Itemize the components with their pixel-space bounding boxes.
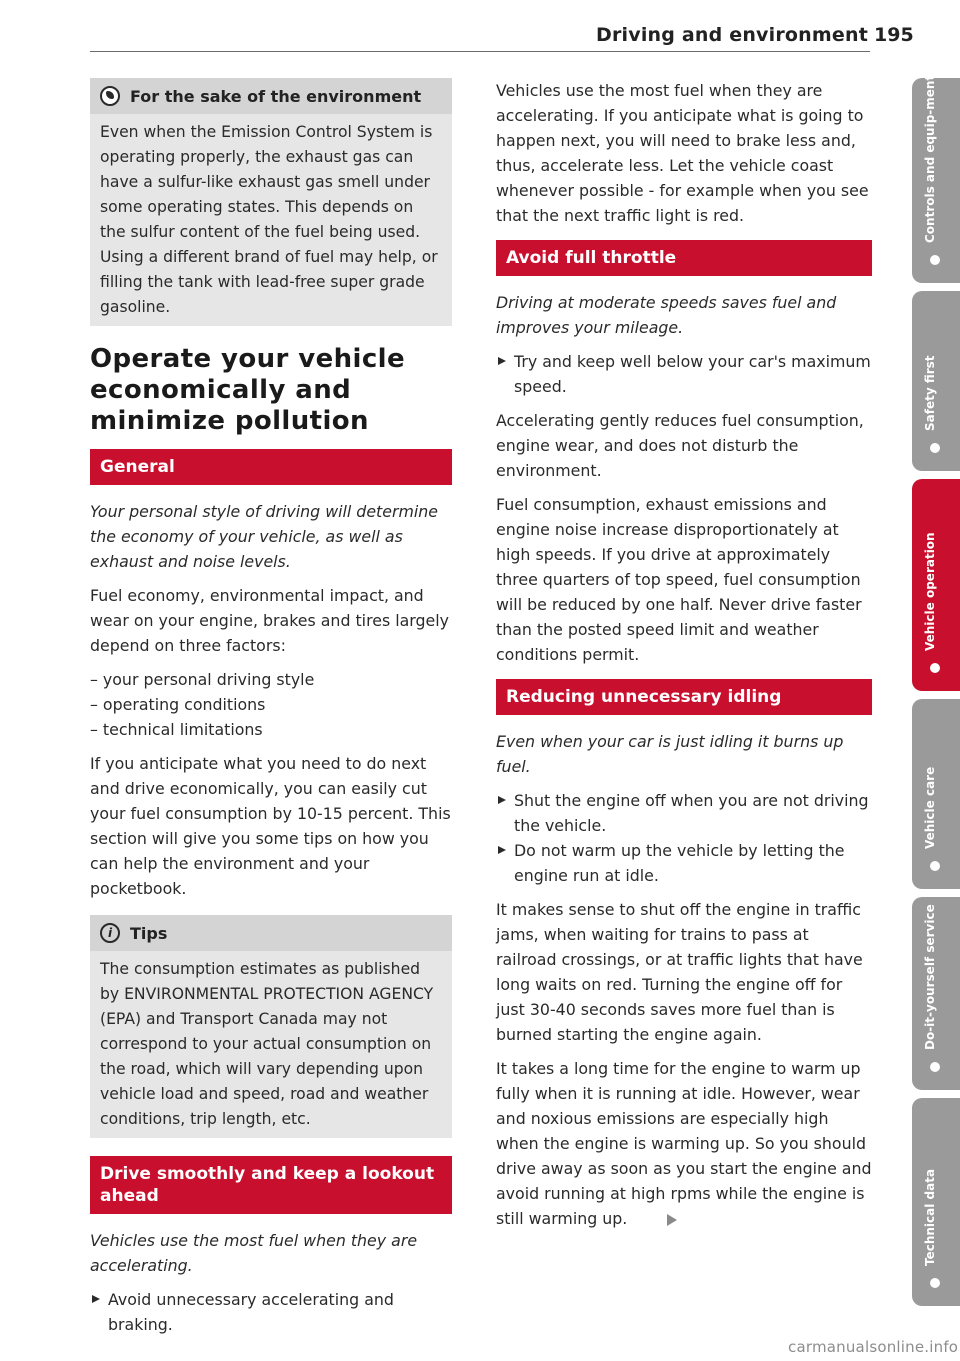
side-tab-label: Vehicle operation bbox=[923, 532, 937, 651]
list-item: Avoid unnecessary accelerating and braking. bbox=[90, 1287, 452, 1337]
info-icon: i bbox=[100, 923, 120, 943]
side-tab-label: Do-it-yourself service bbox=[923, 904, 937, 1050]
idling-list bbox=[496, 788, 872, 888]
side-tab-label: Technical data bbox=[923, 1168, 937, 1266]
tips-box bbox=[90, 915, 452, 1138]
side-tab-controls[interactable] bbox=[912, 74, 960, 283]
dot-icon bbox=[930, 861, 940, 871]
side-tab-vehicle-care[interactable] bbox=[912, 699, 960, 889]
side-tab-label: Safety first bbox=[923, 355, 937, 431]
tips-text: The consumption estimates as published by ENVIRONMENTAL PROTECTION AGENCY (EPA) and Transport Canada may not correspond to your actual consumption on the road, which will vary depending upon vehicle load and speed, road and weather conditions, trip length, etc. bbox=[100, 960, 434, 1128]
general-paragraph-1: Fuel economy, environmental impact, and wear on your engine, brakes and tires largely depend on three factors: bbox=[90, 586, 449, 655]
dot-icon bbox=[930, 1062, 940, 1072]
main-heading: Operate your vehicle economically and minimize pollution bbox=[90, 344, 405, 436]
drive-smoothly-list bbox=[90, 1287, 452, 1337]
general-paragraph-2: If you anticipate what you need to do next and drive economically, you can easily cut your fuel consumption by 10-15 percent. This section will give you some tips on how you can help the environment and your pocketbook. bbox=[90, 754, 451, 898]
full-throttle-intro: Driving at moderate speeds saves fuel and improves your mileage. bbox=[496, 293, 837, 337]
factor-list bbox=[90, 667, 452, 742]
dot-icon bbox=[930, 1278, 940, 1288]
general-intro: Your personal style of driving will determine the economy of your vehicle, as well as exhaust and noise levels. bbox=[90, 502, 438, 571]
list-item: – technical limitations bbox=[90, 720, 263, 739]
tips-header bbox=[90, 915, 452, 951]
section-title: Driving and environment bbox=[595, 24, 868, 46]
side-tab-label: Vehicle care bbox=[923, 766, 937, 849]
page-number: 195 bbox=[874, 24, 914, 46]
right-column bbox=[496, 78, 872, 1240]
general-heading: General bbox=[90, 449, 452, 485]
drive-smoothly-intro: Vehicles use the most fuel when they are accelerating. bbox=[90, 1231, 418, 1275]
dot-icon bbox=[930, 255, 940, 265]
environment-note-header bbox=[90, 78, 452, 114]
watermark-text: carmanualsonline.info bbox=[788, 1338, 959, 1356]
full-throttle-paragraph-2: Fuel consumption, exhaust emissions and engine noise increase disproportionately at high speeds. If you drive at approximately three quarters of top speed, fuel consumption will be reduced by one half. Never drive faster than the posted speed limit and weather conditions permit. bbox=[496, 495, 862, 664]
full-throttle-list bbox=[496, 349, 872, 399]
leaf-icon bbox=[100, 86, 120, 106]
coast-paragraph: Vehicles use the most fuel when they are accelerating. If you anticipate what is going to happen next, you will need to brake less and, thus, accelerate less. Let the vehicle coast whenever possible - for example when you see that the next traffic light is red. bbox=[496, 81, 869, 225]
list-item: – operating conditions bbox=[90, 695, 266, 714]
side-tab-do-it-yourself[interactable] bbox=[912, 897, 960, 1090]
tips-title: Tips bbox=[130, 923, 168, 943]
full-throttle-paragraph-1: Accelerating gently reduces fuel consumption, engine wear, and does not disturb the environment. bbox=[496, 411, 864, 480]
side-tab-label: Controls and equip-ment bbox=[923, 74, 937, 243]
dot-icon bbox=[930, 443, 940, 453]
list-item: – your personal driving style bbox=[90, 670, 315, 689]
side-tab-technical-data[interactable] bbox=[912, 1098, 960, 1306]
list-item: Do not warm up the vehicle by letting the engine run at idle. bbox=[496, 838, 872, 888]
list-item: Shut the engine off when you are not driving the vehicle. bbox=[496, 788, 872, 838]
idling-paragraph-1: It makes sense to shut off the engine in traffic jams, when waiting for trains to pass at railroad crossings, or at traffic lights that have long waits on red. Turning the engine off for just 30-40 seconds saves more fuel than is burned starting the engine again. bbox=[496, 900, 863, 1044]
continue-arrow-icon bbox=[667, 1214, 677, 1226]
environment-note-title: For the sake of the environment bbox=[130, 86, 422, 106]
idling-intro: Even when your car is just idling it burns up fuel. bbox=[496, 732, 844, 776]
idling-heading: Reducing unnecessary idling bbox=[496, 679, 872, 715]
idling-paragraph-2 bbox=[496, 1056, 872, 1231]
full-throttle-heading: Avoid full throttle bbox=[496, 240, 872, 276]
drive-smoothly-heading: Drive smoothly and keep a lookout ahead bbox=[90, 1156, 452, 1214]
side-tab-safety[interactable] bbox=[912, 291, 960, 471]
left-column bbox=[90, 78, 452, 1346]
environment-note-box bbox=[90, 78, 452, 326]
header-rule bbox=[90, 51, 870, 52]
idling-paragraph-2-text: It takes a long time for the engine to warm up fully when it is running at idle. However, wear and noxious emissions are especially high when the engine is warming up. So you should drive away as soon as you start the engine and avoid running at high rpms while the engine is still warming up. bbox=[496, 1059, 872, 1228]
list-item: Try and keep well below your car's maximum speed. bbox=[496, 349, 872, 399]
side-tab-vehicle-operation[interactable] bbox=[912, 479, 960, 691]
environment-note-text: Even when the Emission Control System is operating properly, the exhaust gas can have a sulfur-like exhaust gas smell under some operating states. This depends on the sulfur content of the fuel being used. Using a different brand of fuel may help, or filling the tank with lead-free super grade gasoline. bbox=[100, 123, 438, 316]
dot-icon bbox=[930, 663, 940, 673]
